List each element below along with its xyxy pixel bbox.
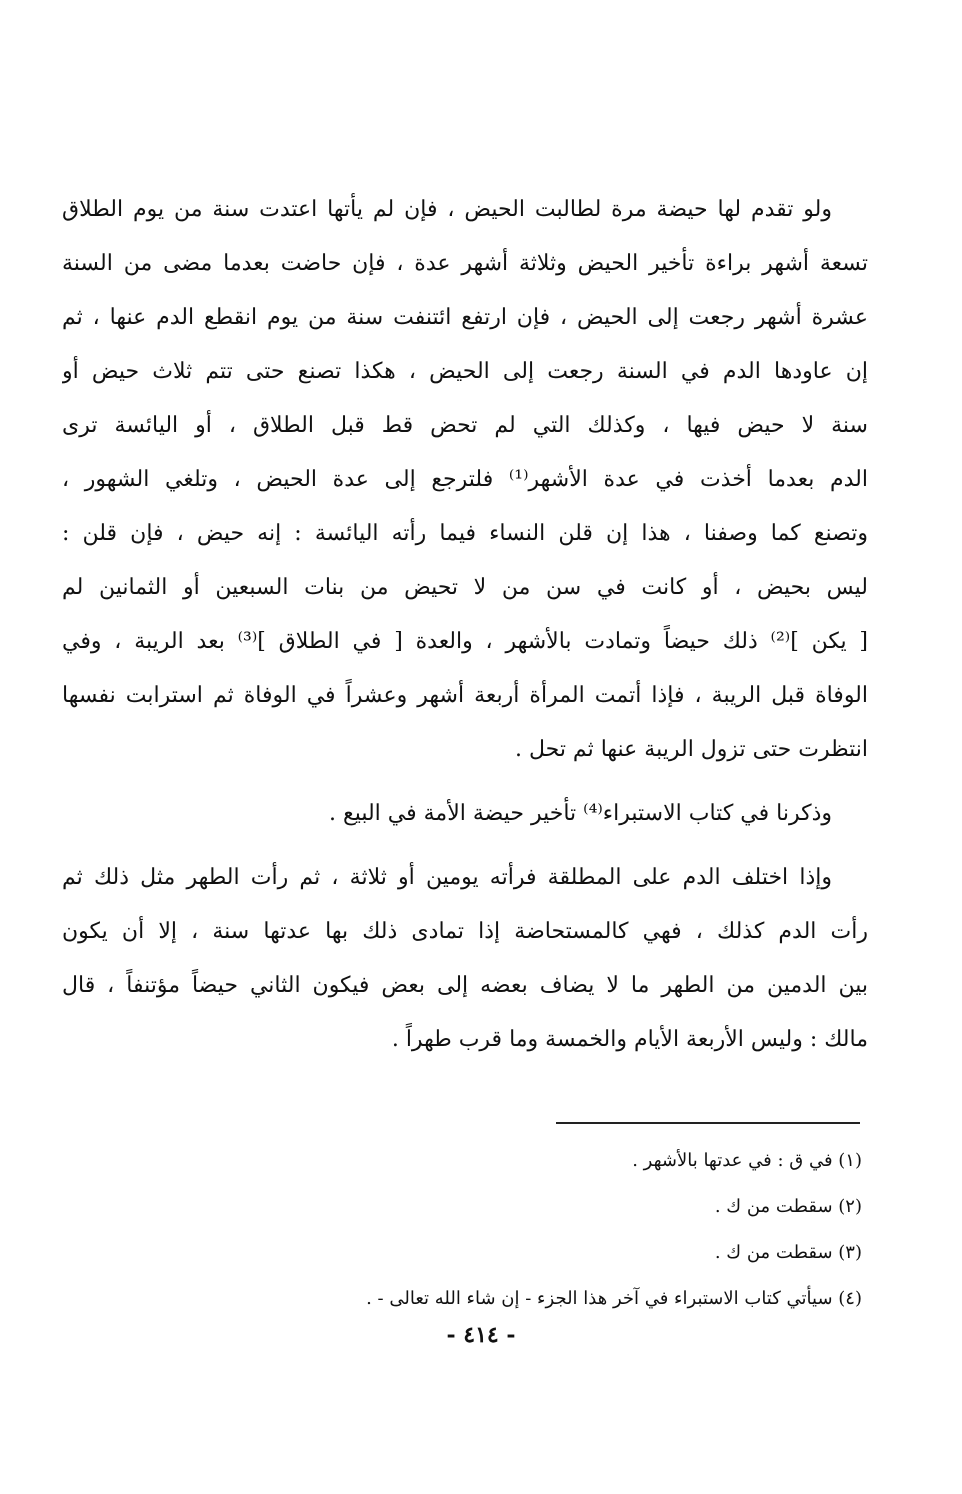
text-line: إن عاودها الدم في السنة رجعت إلى الحيض ، هكذا تصنع حتى تتم ثلاث حيض أو [62,359,868,384]
page-number: - ٤١٤ - [446,1322,516,1348]
footnote: (٢) سقطت من ك . [714,1196,862,1217]
footnote-divider [556,1122,860,1124]
text-line: الدم بعدما أخذت في عدة الأشهر⁽¹⁾ فلترجع إلى عدة الحيض ، وتلغي الشهور ، [62,467,868,492]
text-line: بين الدمين من الطهر ما لا يضاف بعضه إلى بعض فيكون الثاني حيضاً مؤتنفاً ، قال [62,973,868,998]
text-line: ولو تقدم لها حيضة مرة لطالبت الحيض ، فإن لم يأتها اعتدت سنة من يوم الطلاق [62,197,832,222]
text-line: تسعة أشهر براءة تأخير الحيض وثلاثة أشهر عدة ، فإن حاضت بعدما مضى من السنة [62,251,868,276]
text-line: ليس بحيض ، أو كانت في سن من لا تحيض من بنات السبعين أو الثمانين لم [62,575,868,600]
paragraph-gap [62,777,868,787]
paragraph-gap [62,841,868,851]
text-line: وإذا اختلف الدم على المطلقة فرأته يومين أو ثلاثة ، ثم رأت الطهر مثل ذلك ثم [62,865,832,890]
text-line: عشرة أشهر رجعت إلى الحيض ، فإن ارتفع ائتنفت سنة من يوم انقطع الدم عنها ، ثم [62,305,868,330]
text-line: انتظرت حتى تزول الريبة عنها ثم تحل . [514,737,868,762]
footnote: (٤) سيأتي كتاب الاستبراء في آخر هذا الجزء - إن شاء الله تعالى - . [366,1288,862,1309]
text-line: مالك : وليس الأربعة الأيام والخمسة وما قرب طهراً . [391,1027,868,1052]
text-line: الوفاة قبل الريبة ، فإذا أتمت المرأة أربعة أشهر وعشراً في الوفاة ثم استرابت نفسها [62,683,868,708]
text-line: [ يكن ]⁽²⁾ ذلك حيضاً وتمادت بالأشهر ، والعدة [ في الطلاق ]⁽³⁾ بعد الريبة ، وفي [62,629,868,654]
main-text [62,183,868,1067]
text-line: وذكرنا في كتاب الاستبراء⁽⁴⁾ تأخير حيضة الأمة في البيع . [329,801,832,826]
text-line: وتصنع كما وصفنا ، هذا إن قلن النساء فيما رأته اليائسة : إنه حيض ، فإن قلن : [62,521,868,546]
footnote: (٣) سقطت من ك . [714,1242,862,1263]
footnote: (١) في ق : في عدتها بالأشهر . [632,1150,862,1171]
text-line: رأت الدم كذلك ، فهي كالمستحاضة إذا تمادى ذلك بها عدتها سنة ، إلا أن يكون [62,919,868,944]
text-line: سنة لا حيض فيها ، وكذلك التي لم تحض قط قبل الطلاق ، أو اليائسة ترى [62,413,868,438]
footnotes [200,1138,862,1322]
